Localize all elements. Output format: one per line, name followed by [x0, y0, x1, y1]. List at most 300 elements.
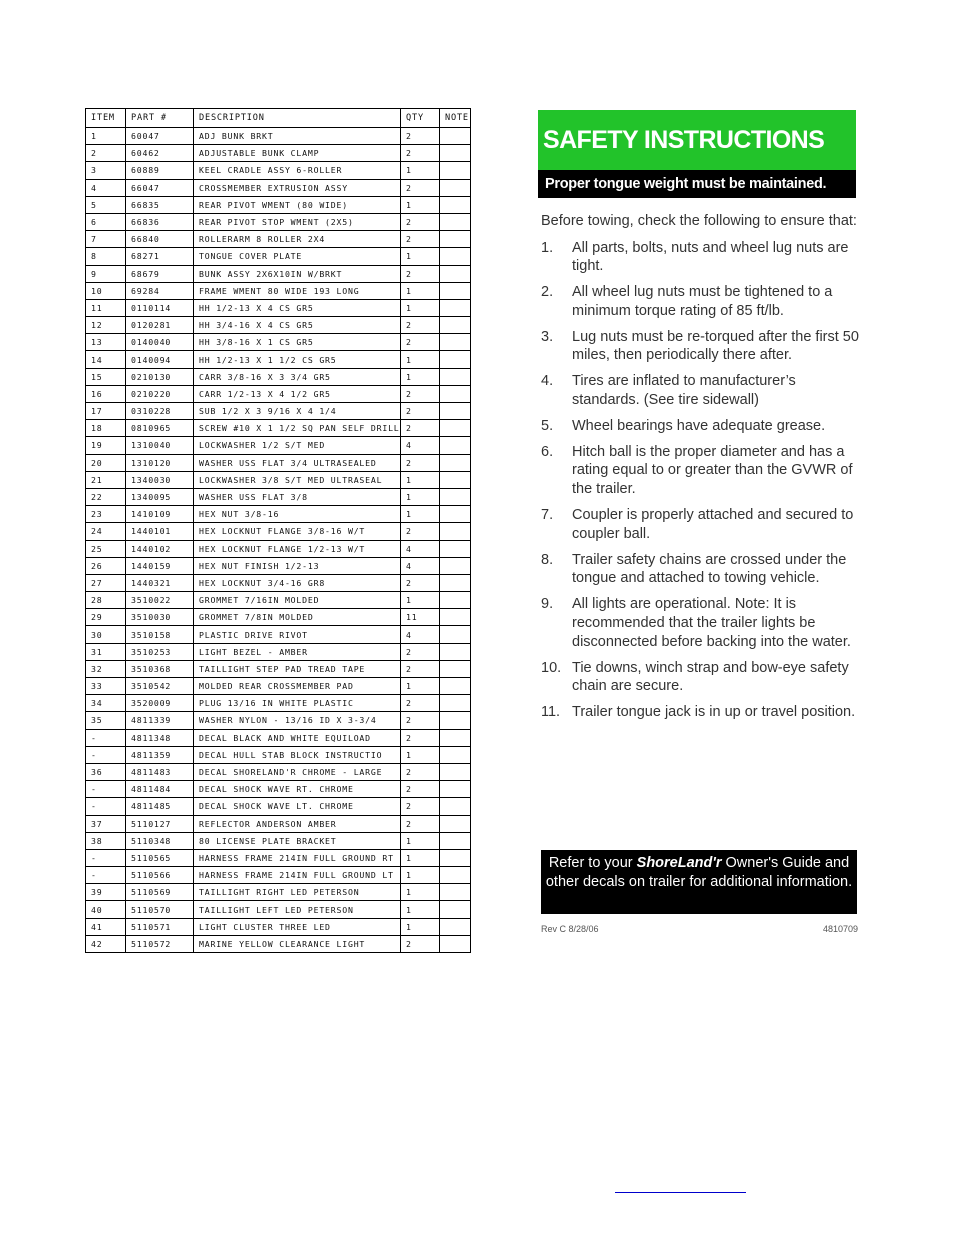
header-qty: QTY: [401, 109, 440, 128]
cell-note: [440, 265, 471, 282]
table-row: [86, 781, 471, 798]
cell-part-number: 4811348: [126, 729, 194, 746]
table-row: [86, 403, 471, 420]
cell-note: [440, 506, 471, 523]
cell-part-number: 0210130: [126, 368, 194, 385]
cell-qty: 4: [401, 437, 440, 454]
cell-qty: 1: [401, 918, 440, 935]
cell-qty: 4: [401, 540, 440, 557]
table-row: [86, 282, 471, 299]
table-row: [86, 523, 471, 540]
checklist-text: Coupler is properly attached and secured to coupler ball.: [572, 507, 854, 542]
cell-description: HEX NUT 3/8-16: [194, 506, 401, 523]
cell-part-number: 1310120: [126, 454, 194, 471]
table-row: [86, 179, 471, 196]
cell-note: [440, 901, 471, 918]
table-row: [86, 540, 471, 557]
revision-label: Rev C 8/28/06: [541, 924, 599, 934]
cell-item: 7: [86, 231, 126, 248]
cell-note: [440, 832, 471, 849]
cell-description: HEX LOCKNUT FLANGE 1/2-13 W/T: [194, 540, 401, 557]
cell-description: HARNESS FRAME 214IN FULL GROUND LT: [194, 867, 401, 884]
cell-description: WASHER USS FLAT 3/8: [194, 488, 401, 505]
cell-part-number: 0810965: [126, 420, 194, 437]
cell-description: PLASTIC DRIVE RIVOT: [194, 626, 401, 643]
cell-item: 13: [86, 334, 126, 351]
table-row: [86, 265, 471, 282]
owner-guide-note: [541, 850, 857, 914]
cell-qty: 2: [401, 695, 440, 712]
cell-description: FRAME WMENT 80 WIDE 193 LONG: [194, 282, 401, 299]
cell-qty: 1: [401, 162, 440, 179]
cell-note: [440, 351, 471, 368]
cell-item: -: [86, 729, 126, 746]
table-row: [86, 162, 471, 179]
table-row: [86, 901, 471, 918]
checklist-number: 10.: [541, 659, 562, 676]
table-row: [86, 231, 471, 248]
cell-part-number: 60047: [126, 128, 194, 145]
table-row: [86, 935, 471, 952]
cell-part-number: 5110571: [126, 918, 194, 935]
cell-item: 8: [86, 248, 126, 265]
cell-note: [440, 213, 471, 230]
cell-note: [440, 643, 471, 660]
cell-note: [440, 884, 471, 901]
table-row: [86, 746, 471, 763]
checklist-item: [538, 417, 864, 436]
cell-part-number: 0120281: [126, 317, 194, 334]
cell-note: [440, 454, 471, 471]
cell-description: SCREW #10 X 1 1/2 SQ PAN SELF DRILL: [194, 420, 401, 437]
checklist-item: [538, 328, 864, 366]
cell-note: [440, 162, 471, 179]
cell-item: 16: [86, 385, 126, 402]
cell-item: 1: [86, 128, 126, 145]
header-description: DESCRIPTION: [194, 109, 401, 128]
table-row: [86, 128, 471, 145]
cell-item: 29: [86, 609, 126, 626]
checklist-number: 9.: [541, 596, 554, 613]
cell-part-number: 1310040: [126, 437, 194, 454]
cell-description: LIGHT CLUSTER THREE LED: [194, 918, 401, 935]
cell-qty: 1: [401, 867, 440, 884]
cell-part-number: 0110114: [126, 299, 194, 316]
cell-part-number: 3510542: [126, 678, 194, 695]
cell-item: 4: [86, 179, 126, 196]
cell-description: MOLDED REAR CROSSMEMBER PAD: [194, 678, 401, 695]
checklist-text: All parts, bolts, nuts and wheel lug nuts are tight.: [572, 239, 849, 275]
cell-description: LOCKWASHER 3/8 S/T MED ULTRASEAL: [194, 471, 401, 488]
cell-part-number: 1440159: [126, 557, 194, 574]
cell-description: WASHER USS FLAT 3/4 ULTRASEALED: [194, 454, 401, 471]
cell-part-number: 0210220: [126, 385, 194, 402]
table-row: [86, 506, 471, 523]
cell-note: [440, 557, 471, 574]
cell-description: DECAL SHORELAND'R CHROME - LARGE: [194, 763, 401, 780]
cell-description: LIGHT BEZEL - AMBER: [194, 643, 401, 660]
cell-note: [440, 815, 471, 832]
cell-item: 30: [86, 626, 126, 643]
cell-note: [440, 763, 471, 780]
cell-part-number: 4811485: [126, 798, 194, 815]
cell-note: [440, 781, 471, 798]
checklist-text: Tie downs, winch strap and bow-eye safety chain are secure.: [572, 659, 849, 695]
cell-note: [440, 592, 471, 609]
cell-part-number: 4811484: [126, 781, 194, 798]
cell-part-number: 66836: [126, 213, 194, 230]
owner-guide-note-post: Owner's Guide and other decals on trailer for additional information.: [545, 855, 853, 890]
table-row: [86, 557, 471, 574]
checklist-number: 8.: [541, 551, 554, 568]
cell-qty: 4: [401, 626, 440, 643]
cell-description: GROMMET 7/16IN MOLDED: [194, 592, 401, 609]
cell-item: 40: [86, 901, 126, 918]
checklist-item: [538, 372, 864, 410]
checklist-number: 2.: [541, 284, 554, 301]
table-row: [86, 248, 471, 265]
cell-qty: 2: [401, 798, 440, 815]
cell-item: -: [86, 849, 126, 866]
cell-note: [440, 540, 471, 557]
cell-description: GROMMET 7/8IN MOLDED: [194, 609, 401, 626]
table-row: [86, 196, 471, 213]
checklist-item: [538, 283, 864, 321]
table-row: [86, 798, 471, 815]
checklist-text: Hitch ball is the proper diameter and has a rating equal to or greater than the GVWR of the trailer.: [572, 443, 853, 498]
cell-part-number: 68271: [126, 248, 194, 265]
cell-qty: 1: [401, 832, 440, 849]
bottom-link-underline[interactable]: [615, 1192, 746, 1193]
cell-item: 17: [86, 403, 126, 420]
checklist-text: All wheel lug nuts must be tightened to a minimum torque rating of 85 ft/lb.: [572, 284, 833, 319]
cell-item: 12: [86, 317, 126, 334]
checklist-text: All lights are operational. Note: It is recommended that the trailer lights be disconnected before backing into the water.: [572, 596, 851, 650]
cell-item: -: [86, 781, 126, 798]
cell-qty: 1: [401, 248, 440, 265]
cell-qty: 11: [401, 609, 440, 626]
cell-part-number: 0310228: [126, 403, 194, 420]
cell-qty: 1: [401, 901, 440, 918]
cell-item: 31: [86, 643, 126, 660]
cell-note: [440, 317, 471, 334]
cell-note: [440, 128, 471, 145]
cell-note: [440, 867, 471, 884]
cell-item: 38: [86, 832, 126, 849]
cell-part-number: 1410109: [126, 506, 194, 523]
cell-note: [440, 678, 471, 695]
cell-item: 26: [86, 557, 126, 574]
cell-part-number: 3510158: [126, 626, 194, 643]
checklist-item: [538, 659, 864, 697]
cell-item: 18: [86, 420, 126, 437]
cell-qty: 1: [401, 351, 440, 368]
cell-description: REAR PIVOT STOP WMENT (2X5): [194, 213, 401, 230]
cell-item: -: [86, 746, 126, 763]
checklist-item: [538, 551, 864, 589]
cell-part-number: 60462: [126, 145, 194, 162]
header-item: ITEM: [86, 109, 126, 128]
table-row: [86, 471, 471, 488]
cell-item: 34: [86, 695, 126, 712]
cell-part-number: 4811483: [126, 763, 194, 780]
cell-part-number: 3510030: [126, 609, 194, 626]
cell-description: HH 3/4-16 X 4 CS GR5: [194, 317, 401, 334]
checklist-text: Trailer safety chains are crossed under the tongue and attached to towing vehicle.: [572, 551, 847, 587]
cell-part-number: 66840: [126, 231, 194, 248]
cell-qty: 2: [401, 334, 440, 351]
cell-part-number: 60889: [126, 162, 194, 179]
cell-qty: 1: [401, 299, 440, 316]
cell-part-number: 1440321: [126, 574, 194, 591]
table-row: [86, 145, 471, 162]
cell-description: HH 3/8-16 X 1 CS GR5: [194, 334, 401, 351]
cell-item: 21: [86, 471, 126, 488]
cell-note: [440, 248, 471, 265]
cell-description: REFLECTOR ANDERSON AMBER: [194, 815, 401, 832]
cell-note: [440, 471, 471, 488]
cell-part-number: 1340095: [126, 488, 194, 505]
cell-description: SUB 1/2 X 3 9/16 X 4 1/4: [194, 403, 401, 420]
table-row: [86, 213, 471, 230]
cell-description: ADJ BUNK BRKT: [194, 128, 401, 145]
cell-description: HEX LOCKNUT FLANGE 3/8-16 W/T: [194, 523, 401, 540]
cell-note: [440, 196, 471, 213]
cell-description: KEEL CRADLE ASSY 6-ROLLER: [194, 162, 401, 179]
cell-description: LOCKWASHER 1/2 S/T MED: [194, 437, 401, 454]
cell-qty: 2: [401, 574, 440, 591]
cell-description: CROSSMEMBER EXTRUSION ASSY: [194, 179, 401, 196]
cell-item: 19: [86, 437, 126, 454]
table-row: [86, 712, 471, 729]
cell-description: TONGUE COVER PLATE: [194, 248, 401, 265]
cell-part-number: 5110569: [126, 884, 194, 901]
cell-description: ADJUSTABLE BUNK CLAMP: [194, 145, 401, 162]
parts-table-header: [86, 109, 471, 128]
cell-part-number: 0140040: [126, 334, 194, 351]
cell-note: [440, 729, 471, 746]
cell-part-number: 5110570: [126, 901, 194, 918]
cell-description: HEX LOCKNUT 3/4-16 GR8: [194, 574, 401, 591]
cell-qty: 2: [401, 403, 440, 420]
cell-part-number: 4811339: [126, 712, 194, 729]
cell-item: 25: [86, 540, 126, 557]
cell-note: [440, 231, 471, 248]
cell-note: [440, 299, 471, 316]
safety-intro: Before towing, check the following to ensure that:: [541, 213, 857, 229]
cell-qty: 1: [401, 678, 440, 695]
cell-note: [440, 798, 471, 815]
safety-checklist: [538, 239, 858, 723]
checklist-text: Tires are inflated to manufacturer’s standards. (See tire sidewall): [572, 373, 796, 409]
checklist-number: 7.: [541, 507, 554, 524]
cell-qty: 2: [401, 454, 440, 471]
cell-description: PLUG 13/16 IN WHITE PLASTIC: [194, 695, 401, 712]
cell-part-number: 3520009: [126, 695, 194, 712]
cell-qty: 2: [401, 763, 440, 780]
table-row: [86, 609, 471, 626]
table-row: [86, 454, 471, 471]
cell-item: 24: [86, 523, 126, 540]
cell-item: 35: [86, 712, 126, 729]
cell-qty: 1: [401, 282, 440, 299]
cell-item: 39: [86, 884, 126, 901]
cell-item: 22: [86, 488, 126, 505]
cell-item: 27: [86, 574, 126, 591]
cell-qty: 2: [401, 523, 440, 540]
checklist-text: Wheel bearings have adequate grease.: [572, 417, 826, 434]
cell-description: HH 1/2-13 X 1 1/2 CS GR5: [194, 351, 401, 368]
cell-note: [440, 385, 471, 402]
cell-description: WASHER NYLON - 13/16 ID X 3-3/4: [194, 712, 401, 729]
cell-note: [440, 712, 471, 729]
cell-item: 37: [86, 815, 126, 832]
cell-item: 3: [86, 162, 126, 179]
cell-note: [440, 420, 471, 437]
checklist-number: 1.: [541, 239, 554, 256]
cell-item: -: [86, 867, 126, 884]
cell-part-number: 5110127: [126, 815, 194, 832]
cell-note: [440, 660, 471, 677]
table-row: [86, 884, 471, 901]
cell-part-number: 5110565: [126, 849, 194, 866]
checklist-number: 6.: [541, 443, 554, 460]
cell-part-number: 5110572: [126, 935, 194, 952]
cell-item: 9: [86, 265, 126, 282]
checklist-number: 5.: [541, 417, 554, 434]
owner-guide-note-pre: Refer to your: [548, 855, 637, 871]
table-row: [86, 368, 471, 385]
cell-qty: 2: [401, 660, 440, 677]
cell-description: DECAL BLACK AND WHITE EQUILOAD: [194, 729, 401, 746]
safety-instructions-decal: [538, 110, 859, 934]
cell-qty: 1: [401, 196, 440, 213]
cell-qty: 1: [401, 746, 440, 763]
cell-item: 33: [86, 678, 126, 695]
table-row: [86, 420, 471, 437]
cell-part-number: 68679: [126, 265, 194, 282]
cell-description: REAR PIVOT WMENT (80 WIDE): [194, 196, 401, 213]
cell-note: [440, 282, 471, 299]
cell-description: HEX NUT FINISH 1/2-13: [194, 557, 401, 574]
cell-qty: 4: [401, 557, 440, 574]
cell-part-number: 5110348: [126, 832, 194, 849]
table-row: [86, 695, 471, 712]
table-row: [86, 660, 471, 677]
cell-qty: 2: [401, 420, 440, 437]
cell-description: HH 1/2-13 X 4 CS GR5: [194, 299, 401, 316]
cell-qty: 2: [401, 179, 440, 196]
table-row: [86, 574, 471, 591]
cell-item: 20: [86, 454, 126, 471]
cell-part-number: 5110566: [126, 867, 194, 884]
header-note: NOTE: [440, 109, 471, 128]
cell-qty: 2: [401, 128, 440, 145]
cell-part-number: 1440101: [126, 523, 194, 540]
checklist-number: 3.: [541, 328, 554, 345]
cell-qty: 1: [401, 368, 440, 385]
cell-note: [440, 695, 471, 712]
table-row: [86, 488, 471, 505]
cell-qty: 2: [401, 317, 440, 334]
cell-note: [440, 626, 471, 643]
table-row: [86, 437, 471, 454]
cell-part-number: 66047: [126, 179, 194, 196]
cell-qty: 2: [401, 265, 440, 282]
cell-description: TAILLIGHT RIGHT LED PETERSON: [194, 884, 401, 901]
checklist-item: [538, 595, 864, 651]
checklist-item: [538, 703, 864, 722]
cell-description: HARNESS FRAME 214IN FULL GROUND RT: [194, 849, 401, 866]
cell-note: [440, 609, 471, 626]
cell-qty: 2: [401, 815, 440, 832]
cell-note: [440, 523, 471, 540]
cell-item: 15: [86, 368, 126, 385]
checklist-item: [538, 239, 864, 277]
table-row: [86, 832, 471, 849]
table-row: [86, 317, 471, 334]
cell-qty: 1: [401, 488, 440, 505]
cell-part-number: 66835: [126, 196, 194, 213]
cell-note: [440, 403, 471, 420]
cell-note: [440, 334, 471, 351]
cell-item: 6: [86, 213, 126, 230]
cell-part-number: 1340030: [126, 471, 194, 488]
cell-qty: 2: [401, 213, 440, 230]
checklist-text: Lug nuts must be re-torqued after the first 50 miles, then periodically there after.: [572, 328, 859, 364]
cell-part-number: 3510253: [126, 643, 194, 660]
checklist-number: 11.: [541, 704, 561, 721]
table-row: [86, 867, 471, 884]
cell-note: [440, 179, 471, 196]
checklist-text: Trailer tongue jack is in up or travel position.: [572, 704, 856, 721]
parts-table: [85, 108, 471, 953]
cell-qty: 2: [401, 712, 440, 729]
cell-part-number: 3510368: [126, 660, 194, 677]
cell-item: 36: [86, 763, 126, 780]
cell-note: [440, 935, 471, 952]
cell-description: DECAL HULL STAB BLOCK INSTRUCTIO: [194, 746, 401, 763]
checklist-item: [538, 443, 864, 499]
cell-part-number: 3510022: [126, 592, 194, 609]
cell-qty: 2: [401, 643, 440, 660]
table-row: [86, 334, 471, 351]
cell-qty: 2: [401, 729, 440, 746]
table-row: [86, 849, 471, 866]
cell-item: 2: [86, 145, 126, 162]
cell-part-number: 4811359: [126, 746, 194, 763]
cell-item: 11: [86, 299, 126, 316]
cell-qty: 1: [401, 592, 440, 609]
cell-qty: 1: [401, 471, 440, 488]
cell-qty: 2: [401, 385, 440, 402]
table-row: [86, 918, 471, 935]
table-row: [86, 643, 471, 660]
cell-item: 14: [86, 351, 126, 368]
header-part-number: PART #: [126, 109, 194, 128]
brand-name: ShoreLand'r: [636, 855, 722, 871]
cell-part-number: 1440102: [126, 540, 194, 557]
cell-description: ROLLERARM 8 ROLLER 2X4: [194, 231, 401, 248]
cell-part-number: 69284: [126, 282, 194, 299]
cell-note: [440, 918, 471, 935]
table-row: [86, 592, 471, 609]
cell-note: [440, 574, 471, 591]
cell-description: BUNK ASSY 2X6X10IN W/BRKT: [194, 265, 401, 282]
cell-note: [440, 849, 471, 866]
cell-qty: 1: [401, 849, 440, 866]
cell-qty: 1: [401, 506, 440, 523]
